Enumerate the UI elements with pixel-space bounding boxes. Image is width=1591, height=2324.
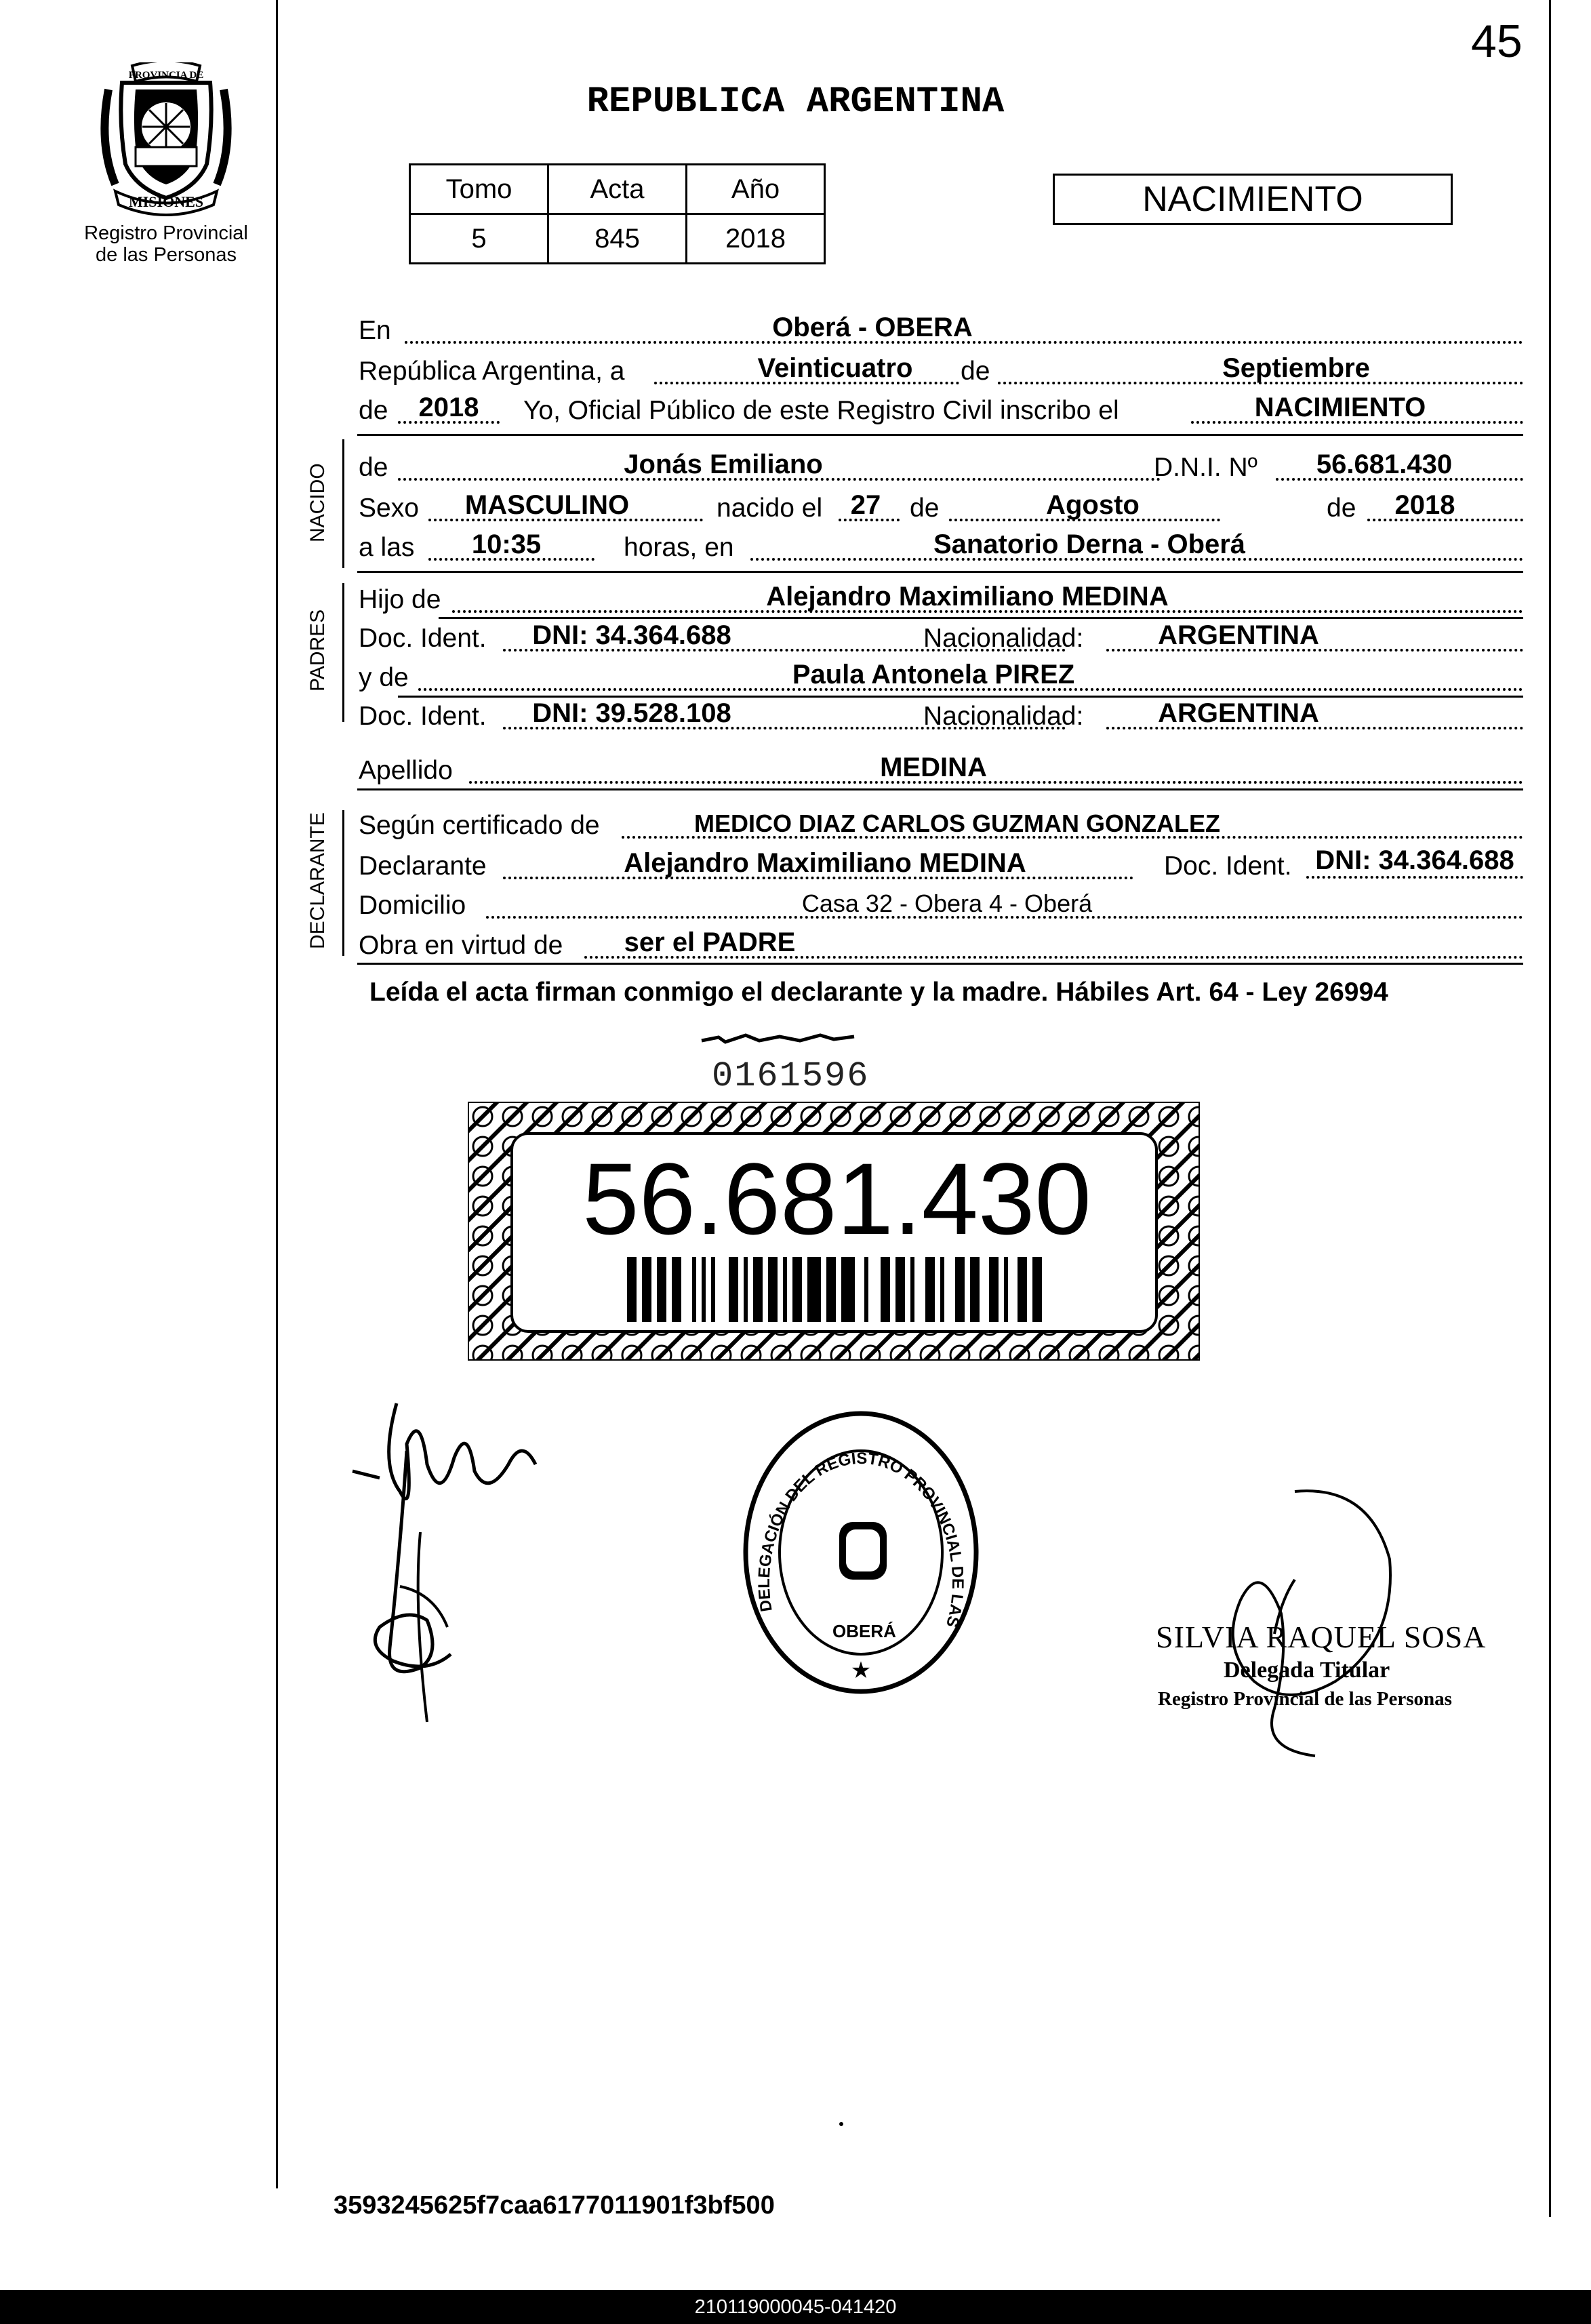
event-value: NACIMIENTO [1254,393,1426,422]
line-father-doc [357,618,1523,658]
small-dot-mark [839,2122,843,2126]
horas-label: horas, en [624,533,734,562]
de-label: de [1327,494,1356,523]
birth-time-value: 10:35 [471,529,542,559]
line-certificate [357,805,1523,845]
registry-caption-line2: de las Personas [96,244,237,266]
registry-caption-line1: Registro Provincial [84,222,248,244]
yde-label: y de [359,663,409,692]
nacido-de-label: de [359,453,388,482]
line-father [357,580,1523,619]
alas-label: a las [359,533,415,562]
line-declarant [357,846,1523,885]
footer-code: 210119000045-041420 [694,2296,897,2318]
seal-bottom-text: MISIONES [128,193,204,210]
birth-month-value: Agosto [1046,490,1140,520]
certificate-value: MEDICO DIAZ CARLOS GUZMAN GONZALEZ [694,809,1220,837]
line-nacido-time [357,527,1523,567]
mother-nationality-value: ARGENTINA [1158,698,1319,728]
registry-header-ano: Año [687,165,825,214]
declarant-value: Alejandro Maximiliano MEDINA [624,848,1026,878]
line-statement [357,390,1523,430]
father-nationality-value: ARGENTINA [1158,620,1319,650]
stamp-star-icon: ★ [850,1657,872,1684]
child-name-value: Jonás Emiliano [624,449,823,479]
line-reason [357,925,1523,965]
place-value: Oberá - OBERA [772,313,973,342]
sexo-value: MASCULINO [464,490,630,520]
line-mother-doc [357,696,1523,736]
official-name: SILVIA RAQUEL SOSA [1156,1620,1487,1654]
doc-ident-label: Doc. Ident. [359,624,487,653]
declarante-section-label: DECLARANTE [306,812,329,949]
declarante-label: Declarante [359,852,487,881]
line-nacido-sex [357,488,1523,527]
year-value: 2018 [418,393,479,422]
apellido-label: Apellido [359,756,453,785]
father-doc-value: DNI: 34.364.688 [532,620,731,650]
declarant-doc-value: DNI: 34.364.688 [1306,845,1523,879]
line-address [357,885,1523,925]
seal-top-text: PROVINCIA DE [128,70,204,81]
line-apellido [357,750,1523,790]
right-margin-line [1549,0,1551,2217]
birth-day-value: 27 [850,490,881,520]
doc-ident-label: Doc. Ident. [1164,852,1292,881]
registry-header-tomo: Tomo [410,165,548,214]
child-dni-value: 56.681.430 [1316,449,1453,479]
cert-label: Según certificado de [359,811,600,840]
birth-place-value: Sanatorio Derna - Oberá [933,529,1246,559]
registry-value-ano: 2018 [687,214,825,264]
barcode-bars [627,1257,1047,1322]
month-text-value: Septiembre [1222,353,1370,383]
registry-value-tomo: 5 [410,214,548,264]
de2-label: de [359,396,388,425]
mother-doc-value: DNI: 39.528.108 [532,698,731,728]
mother-name-value: Paula Antonela PIREZ [792,660,1075,689]
declarante-bracket [342,810,344,956]
record-type-box: NACIMIENTO [1053,174,1453,225]
reason-value: ser el PADRE [624,927,796,957]
section-divider [357,788,1523,790]
stamp-ring-text: DELEGACIÓN DEL REGISTRO PROVINCIAL DE LAS [754,1449,967,1630]
line-place [357,310,1523,350]
en-label: En [359,316,391,345]
hijo-label: Hijo de [359,585,441,614]
official-role: Delegada Titular [1224,1658,1390,1683]
form-body [357,0,1523,1017]
barcode-panel [510,1132,1158,1333]
de-label: de [961,357,990,386]
registry-caption [64,222,268,266]
section-divider [357,963,1523,965]
stamp-town: OBERÁ [832,1621,896,1641]
doc-ident-label: Doc. Ident. [359,702,487,731]
official-organization: Registro Provincial de las Personas [1158,1688,1452,1710]
barcode-number: 56.681.430 [582,1142,1091,1256]
day-text-value: Veinticuatro [757,353,913,383]
document-hash: 3593245625f7caa6177011901f3bf500 [334,2191,775,2220]
left-margin-line [276,0,278,2188]
sexo-label: Sexo [359,494,419,523]
father-name-value: Alejandro Maximiliano MEDINA [766,582,1169,612]
padres-bracket [342,583,344,722]
line-date [357,351,1523,390]
statement-text: Yo, Oficial Público de este Registro Civil inscribo el [523,396,1119,425]
section-divider [357,571,1523,573]
nacido-section-label: NACIDO [306,463,329,542]
registry-value-acta: 845 [548,214,687,264]
nacionalidad-label: Nacionalidad: [923,624,1084,653]
serial-number: 0161596 [712,1056,870,1096]
domicilio-label: Domicilio [359,891,466,920]
nacido-el-label: nacido el [717,494,823,523]
apellido-value: MEDINA [880,753,987,782]
padres-section-label: PADRES [306,609,329,692]
birth-year-value: 2018 [1394,490,1455,520]
republic-label: República Argentina, a [359,357,625,386]
declarant-signature [339,1383,563,1749]
obra-label: Obra en virtud de [359,931,563,960]
nacido-bracket [342,439,344,568]
page-number: 45 [1471,16,1523,67]
line-nacido-name [357,447,1523,487]
line-mother [357,658,1523,697]
de-label: de [910,494,940,523]
registry-header-acta: Acta [548,165,687,214]
footer-code-bar [0,2290,1591,2324]
nacionalidad-label: Nacionalidad: [923,702,1084,731]
official-round-stamp [739,1403,983,1702]
small-stamp-mark [698,1027,861,1047]
section-divider [357,434,1523,436]
dni-label: D.N.I. Nº [1154,453,1257,482]
country-title: REPUBLICA ARGENTINA [586,81,1005,123]
address-value: Casa 32 - Obera 4 - Oberá [801,889,1093,917]
closing-note: Leída el acta firman conmigo el declarante y la madre. Hábiles Art. 64 - Ley 26994 [369,978,1388,1007]
